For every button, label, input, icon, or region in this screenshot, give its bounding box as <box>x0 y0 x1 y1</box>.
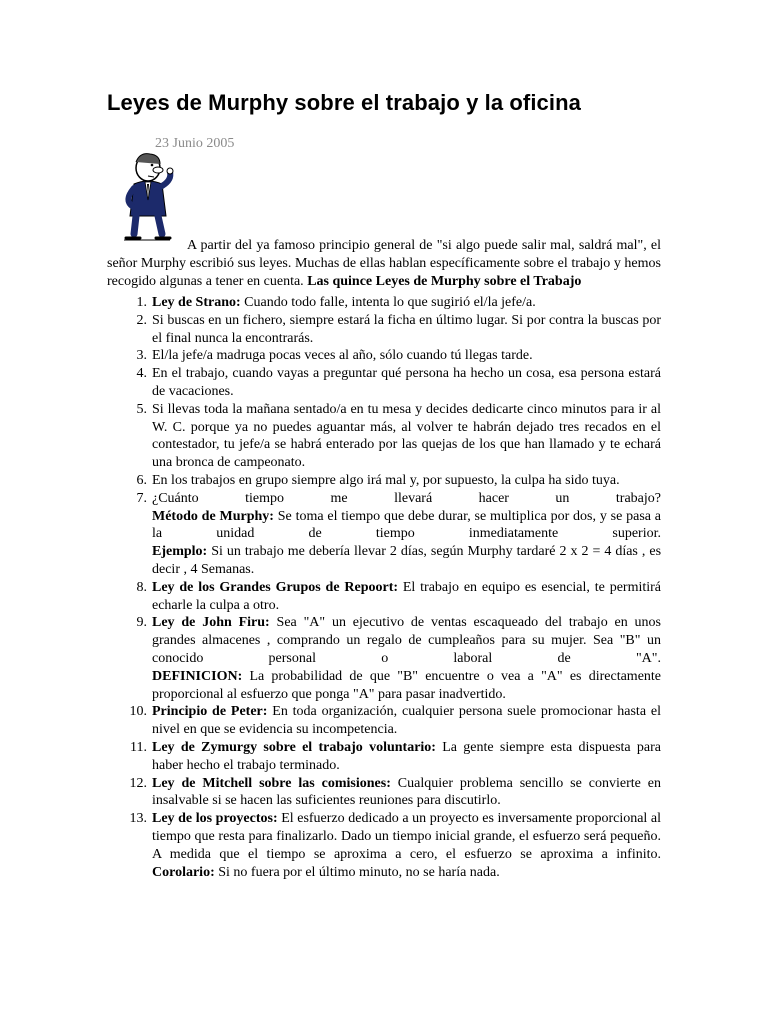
law-label: Ley de Mitchell sobre las comisiones: <box>152 775 391 791</box>
law-paragraph <box>152 810 661 863</box>
list-item <box>107 703 661 739</box>
item-number: 7. <box>136 490 147 506</box>
law-text: La gente siempre esta dispuesta para haber hecho el trabajo terminado. <box>152 739 662 773</box>
list-item <box>107 294 661 312</box>
list-item <box>107 312 661 348</box>
law-text: Cuando todo falle, intenta lo que sugirió el/la jefe/a. <box>244 295 536 310</box>
page-title: Leyes de Murphy sobre el trabajo y la oficina <box>107 90 581 115</box>
law-text: En toda organización, cualquier persona suele promocionar hasta el nivel en que se evidencia su incompetencia. <box>152 704 661 738</box>
intro-paragraph <box>107 237 661 291</box>
example-paragraph <box>152 543 661 579</box>
law-text: Sea "A" un ejecutivo de ventas escaqueado del trabajo en unos grandes almacenes , comprando un regalo de cumpleaños para su mujer. Sea "B" un conocido personal o laboral de "A". <box>152 615 662 666</box>
law-text: En el trabajo, cuando vayas a preguntar qué persona ha hecho un cosa, esa persona estará de vacaciones. <box>152 366 661 399</box>
list-item <box>107 579 661 615</box>
item-number: 3. <box>136 348 147 364</box>
businessman-illustration <box>112 150 182 242</box>
list-item <box>107 775 661 811</box>
law-text: El/la jefe/a madruga pocas veces al año, sólo cuando tú llegas tarde. <box>152 348 533 364</box>
intro-text: A partir del ya famoso principio general de "si algo puede salir mal, saldrá mal", el señor Murphy escribió sus leyes. Muchas de ellas hablan específicamente sobre el trabajo y hemos recogido algunas a tener en cuenta. <box>107 238 661 289</box>
law-label: Ley de los Grandes Grupos de Repoort: <box>152 579 399 595</box>
item-number: 11. <box>130 739 147 755</box>
list-item <box>107 401 661 472</box>
law-text: En los trabajos en grupo siempre algo irá mal y, por supuesto, la culpa ha sido tuya. <box>152 472 620 488</box>
law-label: Principio de Peter: <box>152 704 268 720</box>
item-number: 5. <box>136 401 147 417</box>
law-label: Ley de John Firu: <box>152 615 270 631</box>
law-label: Ley de Zymurgy sobre el trabajo voluntario: <box>152 739 436 755</box>
law-text: El trabajo en equipo es esencial, te permitirá echarle la culpa a otro. <box>152 579 661 613</box>
method-paragraph <box>152 508 661 544</box>
corollary-paragraph <box>152 864 661 882</box>
list-item <box>107 365 661 401</box>
article-date: 23 Junio 2005 <box>155 136 235 151</box>
corollary-text: Si no fuera por el último minuto, no se haría nada. <box>218 864 500 880</box>
item-number: 1. <box>136 295 147 310</box>
item-number: 2. <box>136 312 147 328</box>
law-paragraph <box>152 614 661 667</box>
intro-bold-text: Las quince Leyes de Murphy sobre el Trabajo <box>307 274 582 289</box>
method-text: Se toma el tiempo que debe durar, se multiplica por dos, y se pasa a la unidad de tiempo inmediatamente superior. <box>152 508 662 542</box>
list-item <box>107 614 661 703</box>
item-number: 4. <box>136 366 147 382</box>
item-number: 9. <box>136 615 147 631</box>
item-number: 13. <box>129 811 147 827</box>
item-number: 6. <box>136 472 147 488</box>
list-item <box>107 739 661 775</box>
item-number: 8. <box>136 579 147 595</box>
definition-paragraph <box>152 668 661 704</box>
list-item <box>107 472 661 490</box>
law-label: Ley de Strano: <box>152 295 241 310</box>
law-text: Si buscas en un fichero, siempre estará la ficha en último lugar. Si por contra la buscas por el final nunca la encontrarás. <box>152 312 661 346</box>
definition-text: La probabilidad de que "B" encuentre o vea a "A" es directamente proporcional al esfuerzo que ponga "A" para pasar inadvertido. <box>152 668 662 702</box>
list-item <box>107 347 661 365</box>
law-text: El esfuerzo dedicado a un proyecto es inversamente proporcional al tiempo que resta para finalizarlo. Dado un tiempo inicial grande, el esfuerzo será pequeño. A medida que el tiempo se aproxima a cero, el esfuerzo se aproxima a infinito. <box>152 811 662 862</box>
method-label: Método de Murphy: <box>152 508 274 524</box>
definition-label: DEFINICION: <box>152 668 243 684</box>
laws-list <box>107 294 661 881</box>
law-label: Ley de los proyectos: <box>152 811 278 827</box>
law-text: Cualquier problema sencillo se convierte en insalvable si se hacen las suficientes reuniones para discutirlo. <box>152 775 661 809</box>
law-question: ¿Cuánto tiempo me llevará hacer un trabajo? <box>152 490 661 506</box>
example-label: Ejemplo: <box>152 544 208 560</box>
list-item <box>107 810 661 881</box>
law-text: Si llevas toda la mañana sentado/a en tu mesa y decides dedicarte cinco minutos para ir al W. C. porque ya no puedes aguantar más, al volver te habrán dejado tres recados en el contestador, tu jefe/a se habrá enterado por las quejas de los que han llamado y te echará una bronca de campeonato. <box>152 401 661 471</box>
example-text: Si un trabajo me debería llevar 2 días, según Murphy tardaré 2 x 2 = 4 días , es decir , 4 Semanas. <box>152 544 662 577</box>
item-number: 12. <box>129 775 147 791</box>
item-number: 10. <box>129 704 147 720</box>
list-item <box>107 490 661 579</box>
corollary-label: Corolario: <box>152 864 215 880</box>
